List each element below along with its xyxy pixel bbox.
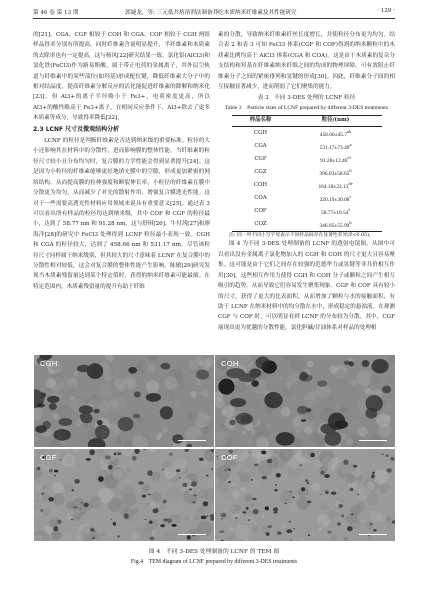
tem-panel-cof [215, 449, 395, 541]
paragraph: 的[21]。CGA、CGF 相较于 COH 和 CGA、COF 相较于 CGH 两组样品得率分别有所提高，同时纤维素含量明显提升，半纤维素和木质素的去除率也有一定提高，这与杨风[22]研究结果一致。氯化铝(AlCl3)和氯化铁(FeCl3)作为路易斯酸，属于带正电荷的金属离子，其外层空轨道与纤维素中的某些部位(如羟基)形成配位键，降低纤维素大分子中的相对结晶度，提高纤维素分解反应的活化能促进纤维素的降解和纳米化[23]。但 Al3+的离子半径略小于 Fe3+，电荷密度更高，所以 Al3+的酸性略高于 Fe3+离子，在相同反应条件下，Al3+除去了更多木质素等成分，导致得率降低[22]。 [33, 32, 210, 122]
column-header-size: 粒径/(nm) [321, 117, 350, 124]
table-row [232, 153, 382, 166]
table-row [232, 126, 382, 140]
table-note: 注: 同一列不同小写字母表示不同样品间存在显著性差异(P<0.05)。 [229, 233, 374, 239]
cell-size: 58.77±10.54$^f$ [321, 207, 350, 217]
cell-sample: CGZ [254, 168, 267, 175]
table-row [232, 205, 382, 218]
page-header [33, 6, 395, 19]
cell-size: 396.03±58.65$^b$ [319, 168, 352, 177]
table-row [232, 192, 382, 205]
cell-sample: COA [254, 195, 267, 202]
column-header-sample: 样品名称 [249, 117, 272, 124]
running-title: 郭婕龙，等: 三元低共熔溶剂法制备莽吃木质纳米纤维素及其性能研究 [125, 10, 297, 16]
scale-bar [359, 440, 387, 442]
cell-sample: CGA [254, 142, 267, 149]
journal-issue: 第 46 卷 第 13 期 [33, 10, 79, 16]
left-column [33, 30, 210, 292]
cell-sample: CGH [253, 129, 268, 136]
paragraph: 图 4 为不同 3-DES 处理制备的 LCNF 的透射电镜图，从图中可以看出没有金属离子氯化物加入的 CGH 和 COH 的尺寸更大且容易聚集。这可能是由于它们之间存在较强的范德华力或氢键等非共价相互作用[30]。这些相互作用力使得 CGH 和 COH 分子或颗粒之间产生相互吸引的趋势，从而导致它们容易发生聚集现象。CGF 和 COF 具有较小的尺寸，获得了更大的比表面积，从而增加了颗粒与水的接触面积，有助于 LCNF 在纳米材料中的均分散在水中，形成稳定的悬浊液。在观测 CGF 与 COF 时，可以明显看到 LCNF 的分布较为分散。其中，CGF 展现出更为优越的分散性能。氯化胆碱/甘油体系对样品的处理相 [218, 241, 395, 331]
cell-size: 91.28±13.40$^{ef}$ [320, 154, 351, 164]
table-row [232, 166, 382, 179]
scale-bar [178, 440, 206, 442]
table-caption-en: Table 3 Particle sizes of LCNF prepared by different 3-DES treatments [224, 105, 389, 112]
cell-size: 220.19±30.08$^c$ [319, 194, 352, 203]
paragraph: LCNF 的粒径是判断纤维素是否达到纳米级的重要标准。粒径的大小还影响其在材料中的分散性，进而影响膜的整体性能。当纤维素的粒径尺寸较小且分布均匀时，复合膜的力学性能会得到显著提升[24]。这是因为小粒径的纤维素能够更好地填充膜中的空隙，形成更加紧密的网络结构，从而提高膜的拉伸强度和断裂伸长率。小粒径的纤维素在膜中分散更为均匀，从而减少了对光的散射作用，增强复合膜透光性能。这对于一些需要高透光性材料应用领域来说具有重要意义[25]。通过表 3 可以看出所有样品的粒径均达到纳米级，其中 COF 和 CGF 的粒径最小，达到了 58.77 nm 和 91.28 nm，这与舒琪[26]、牛付茜[27]和廖海洋[28]的研究中 FeCl3 处理得到 LCNF 粒径最小表现一致。CGH 和 CGA 的粒径较大，达到了 458.66 nm 和 531.17 nm。尽管该粒径尺寸同样属于纳米级别，但其较大的尺寸意味着 LCNF 在复合膜中的分散性相对较低，这会对复合膜的整体性能产生影响。陈敏[29]研究发现当木质素残留量达到某个特定值时，获得的纳米纤维素可能最细。在特定范围内，木质素残留量的提升有助于纤维 [33, 138, 210, 290]
significance-letter: ab [347, 128, 352, 134]
tem-panel-cgf [34, 449, 214, 541]
significance-letter: ef [347, 154, 351, 160]
tem-panel-coh [215, 355, 395, 447]
table-caption-cn: 表 3 不同 3-DES 处理的 LCNF 粒径 [257, 95, 356, 102]
cell-sample: COZ [254, 221, 267, 228]
cell-size: 346.05±55.99$^b$ [319, 220, 352, 230]
panel-label: CGF [40, 453, 57, 462]
tem-figure [34, 355, 395, 541]
scale-bar [359, 534, 387, 536]
cell-size: 531.17±73.49$^a$ [319, 141, 352, 151]
cell-size: 164.18±23.13de [318, 181, 353, 190]
cell-sample: COF [254, 208, 267, 215]
significance-letter: a [349, 141, 352, 147]
panel-label: COF [221, 453, 238, 462]
table-header-row [232, 116, 382, 126]
tem-panel-cgh [34, 355, 214, 447]
right-column [218, 30, 395, 333]
significance-letter: c [349, 194, 352, 200]
significance-letter: de [348, 181, 353, 187]
particle-size-table [232, 115, 382, 232]
panel-label: CGH [40, 359, 58, 368]
cell-sample: COH [253, 182, 268, 188]
figure-caption-en: Fig.4 TEM diagram of LCNF prepared by different 3-DES treatments [130, 559, 298, 565]
significance-letter: f [348, 207, 350, 213]
significance-letter: b [349, 220, 352, 226]
significance-letter: b [349, 168, 352, 174]
page-number: · 129 · [377, 8, 395, 14]
table-row [232, 218, 382, 232]
section-heading: 2.3 LCNF 尺寸及微观结构分析 [33, 125, 120, 133]
cell-sample: CGF [254, 155, 267, 162]
scale-bar [178, 534, 206, 536]
figure-caption-cn: 图 4 不同 3-DES 处理制备的 LCNF 的 TEM 图 [148, 549, 280, 555]
cell-size: 458.66±45.7$^{ab}$ [319, 128, 352, 138]
paragraph: 素的分散，导致纳米纤维素纤丝长度增长，并使粒径分布更为均匀。结合表 2 和表 3 可知 FeCl3 体系(CGF 和 COF)得到的纳米颗粒中的木质素比例均高于 AlCl3 体系(CGA 和 COA)。这是由于木质素的复杂分支结构和羟基在纤维素纳米纤维之间的均成的物理屏障，可有效阻止纤维素分子之间的紧密排列和氢键的形成[30]。因此，纤维素分子间的相互接触显著减少，进而削弱了它们聚集的能力。 [218, 32, 395, 91]
panel-label: COH [221, 359, 239, 368]
table-row [232, 179, 382, 192]
table-row [232, 140, 382, 153]
